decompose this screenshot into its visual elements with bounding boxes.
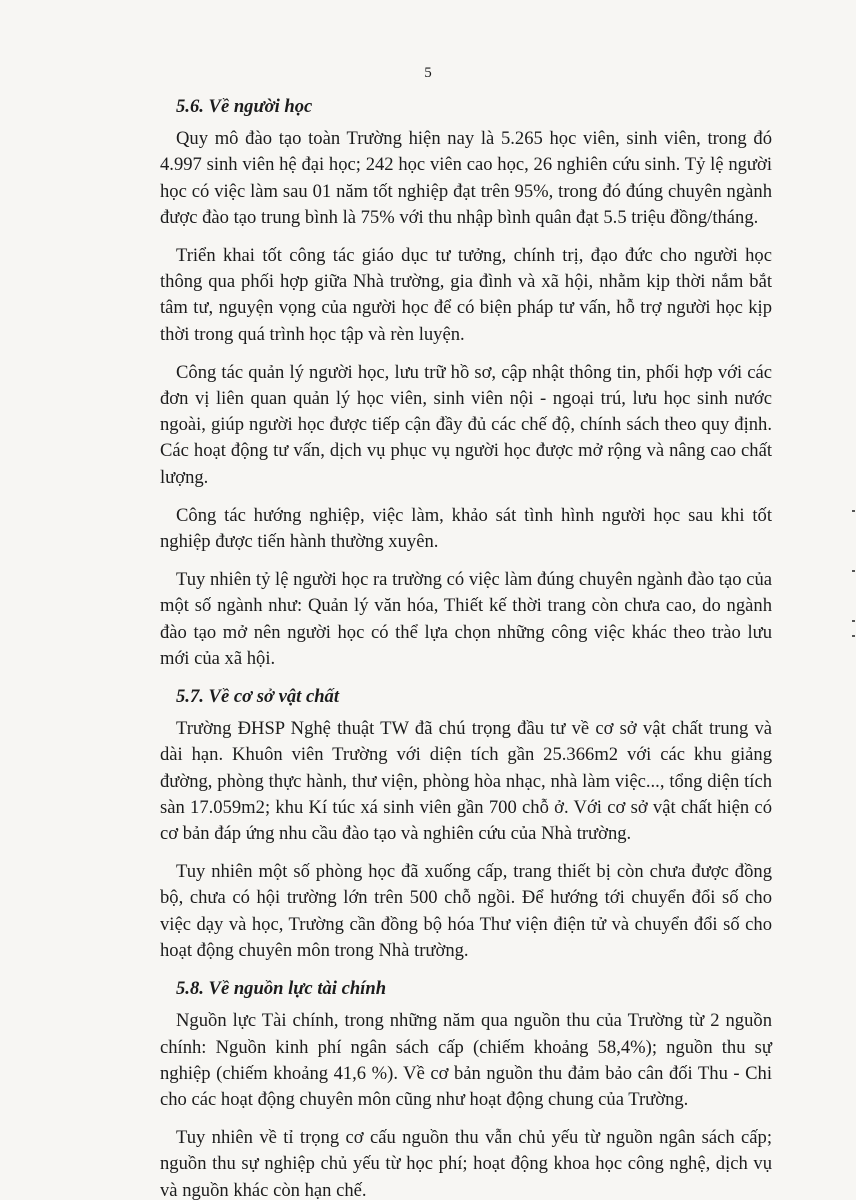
section-heading: 5.7. Về cơ sở vật chất <box>176 686 340 708</box>
section-heading: 5.6. Về người học <box>176 96 313 117</box>
section-learners <box>160 94 772 672</box>
page-number: 5 <box>424 65 432 81</box>
paragraph: Nguồn lực Tài chính, trong những năm qua nguồn thu của Trường từ 2 nguồn chính: Nguồn kinh phí ngân sách cấp (chiếm khoảng 58,4%); nguồn thu sự nghiệp (chiếm khoảng 41,6 %). Về cơ bản nguồn thu đảm bảo cân đối Thu - Chi cho các hoạt động chuyên môn cũng như hoạt động chung của Trường. <box>160 1010 772 1110</box>
scan-edge-marks <box>850 500 856 650</box>
section-finance <box>160 976 772 1200</box>
paragraph: Triển khai tốt công tác giáo dục tư tưởng, chính trị, đạo đức cho người học thông qua phối hợp giữa Nhà trường, gia đình và xã hội, nhằm kịp thời nắm bắt tâm tư, nguyện vọng của người học để có biện pháp tư vấn, hỗ trợ người học kịp thời trong quá trình học tập và rèn luyện. <box>160 245 772 345</box>
paragraph: Trường ĐHSP Nghệ thuật TW đã chú trọng đầu tư về cơ sở vật chất trung và dài hạn. Khuôn viên Trường với diện tích gần 25.366m2 với các khu giảng đường, phòng thực hành, thư viện, phòng hòa nhạc, nhà làm việc..., tổng diện tích sàn 17.059m2; khu Kí túc xá sinh viên gần 700 chỗ ở. Với cơ sở vật chất hiện có cơ bản đáp ứng nhu cầu đào tạo và nghiên cứu của Nhà trường. <box>160 718 772 845</box>
paragraph: Công tác quản lý người học, lưu trữ hồ sơ, cập nhật thông tin, phối hợp với các đơn vị liên quan quản lý học viên, sinh viên nội - ngoại trú, lưu học sinh nước ngoài, giúp người học được tiếp cận đầy đủ các chế độ, chính sách theo quy định. Các hoạt động tư vấn, dịch vụ phục vụ người học được mở rộng và nâng cao chất lượng. <box>160 361 772 488</box>
paragraph: Quy mô đào tạo toàn Trường hiện nay là 5.265 học viên, sinh viên, trong đó 4.997 sinh viên hệ đại học; 242 học viên cao học, 26 nghiên cứu sinh. Tỷ lệ người học có việc làm sau 01 năm tốt nghiệp đạt trên 95%, trong đó đúng chuyên ngành được đào tạo trung bình là 75% với thu nhập bình quân đạt 5.5 triệu đồng/tháng. <box>160 128 772 228</box>
paragraph: Công tác hướng nghiệp, việc làm, khảo sát tình hình người học sau khi tốt nghiệp được tiến hành thường xuyên. <box>160 504 772 553</box>
paragraph: Tuy nhiên về tỉ trọng cơ cấu nguồn thu vẫn chủ yếu từ nguồn ngân sách cấp; nguồn thu sự nghiệp chủ yếu từ học phí; hoạt động khoa học công nghệ, dịch vụ và nguồn khác còn hạn chế. <box>160 1127 772 1200</box>
paragraph: Tuy nhiên một số phòng học đã xuống cấp, trang thiết bị còn chưa được đồng bộ, chưa có hội trường lớn trên 500 chỗ ngồi. Để hướng tới chuyển đổi số cho việc dạy và học, Trường cần đồng bộ hóa Thư viện điện tử và chuyển đổi số cho hoạt động chuyên môn trong Nhà trường. <box>160 861 772 961</box>
section-facilities <box>160 684 772 964</box>
section-heading: 5.8. Về nguồn lực tài chính <box>176 978 387 1000</box>
paragraph: Tuy nhiên tỷ lệ người học ra trường có việc làm đúng chuyên ngành đào tạo của một số ngành như: Quản lý văn hóa, Thiết kế thời trang còn chưa cao, do ngành đào tạo mở nên người học có thể lựa chọn những công việc khác theo trào lưu mới của xã hội. <box>160 569 772 669</box>
document-body <box>160 94 772 1200</box>
